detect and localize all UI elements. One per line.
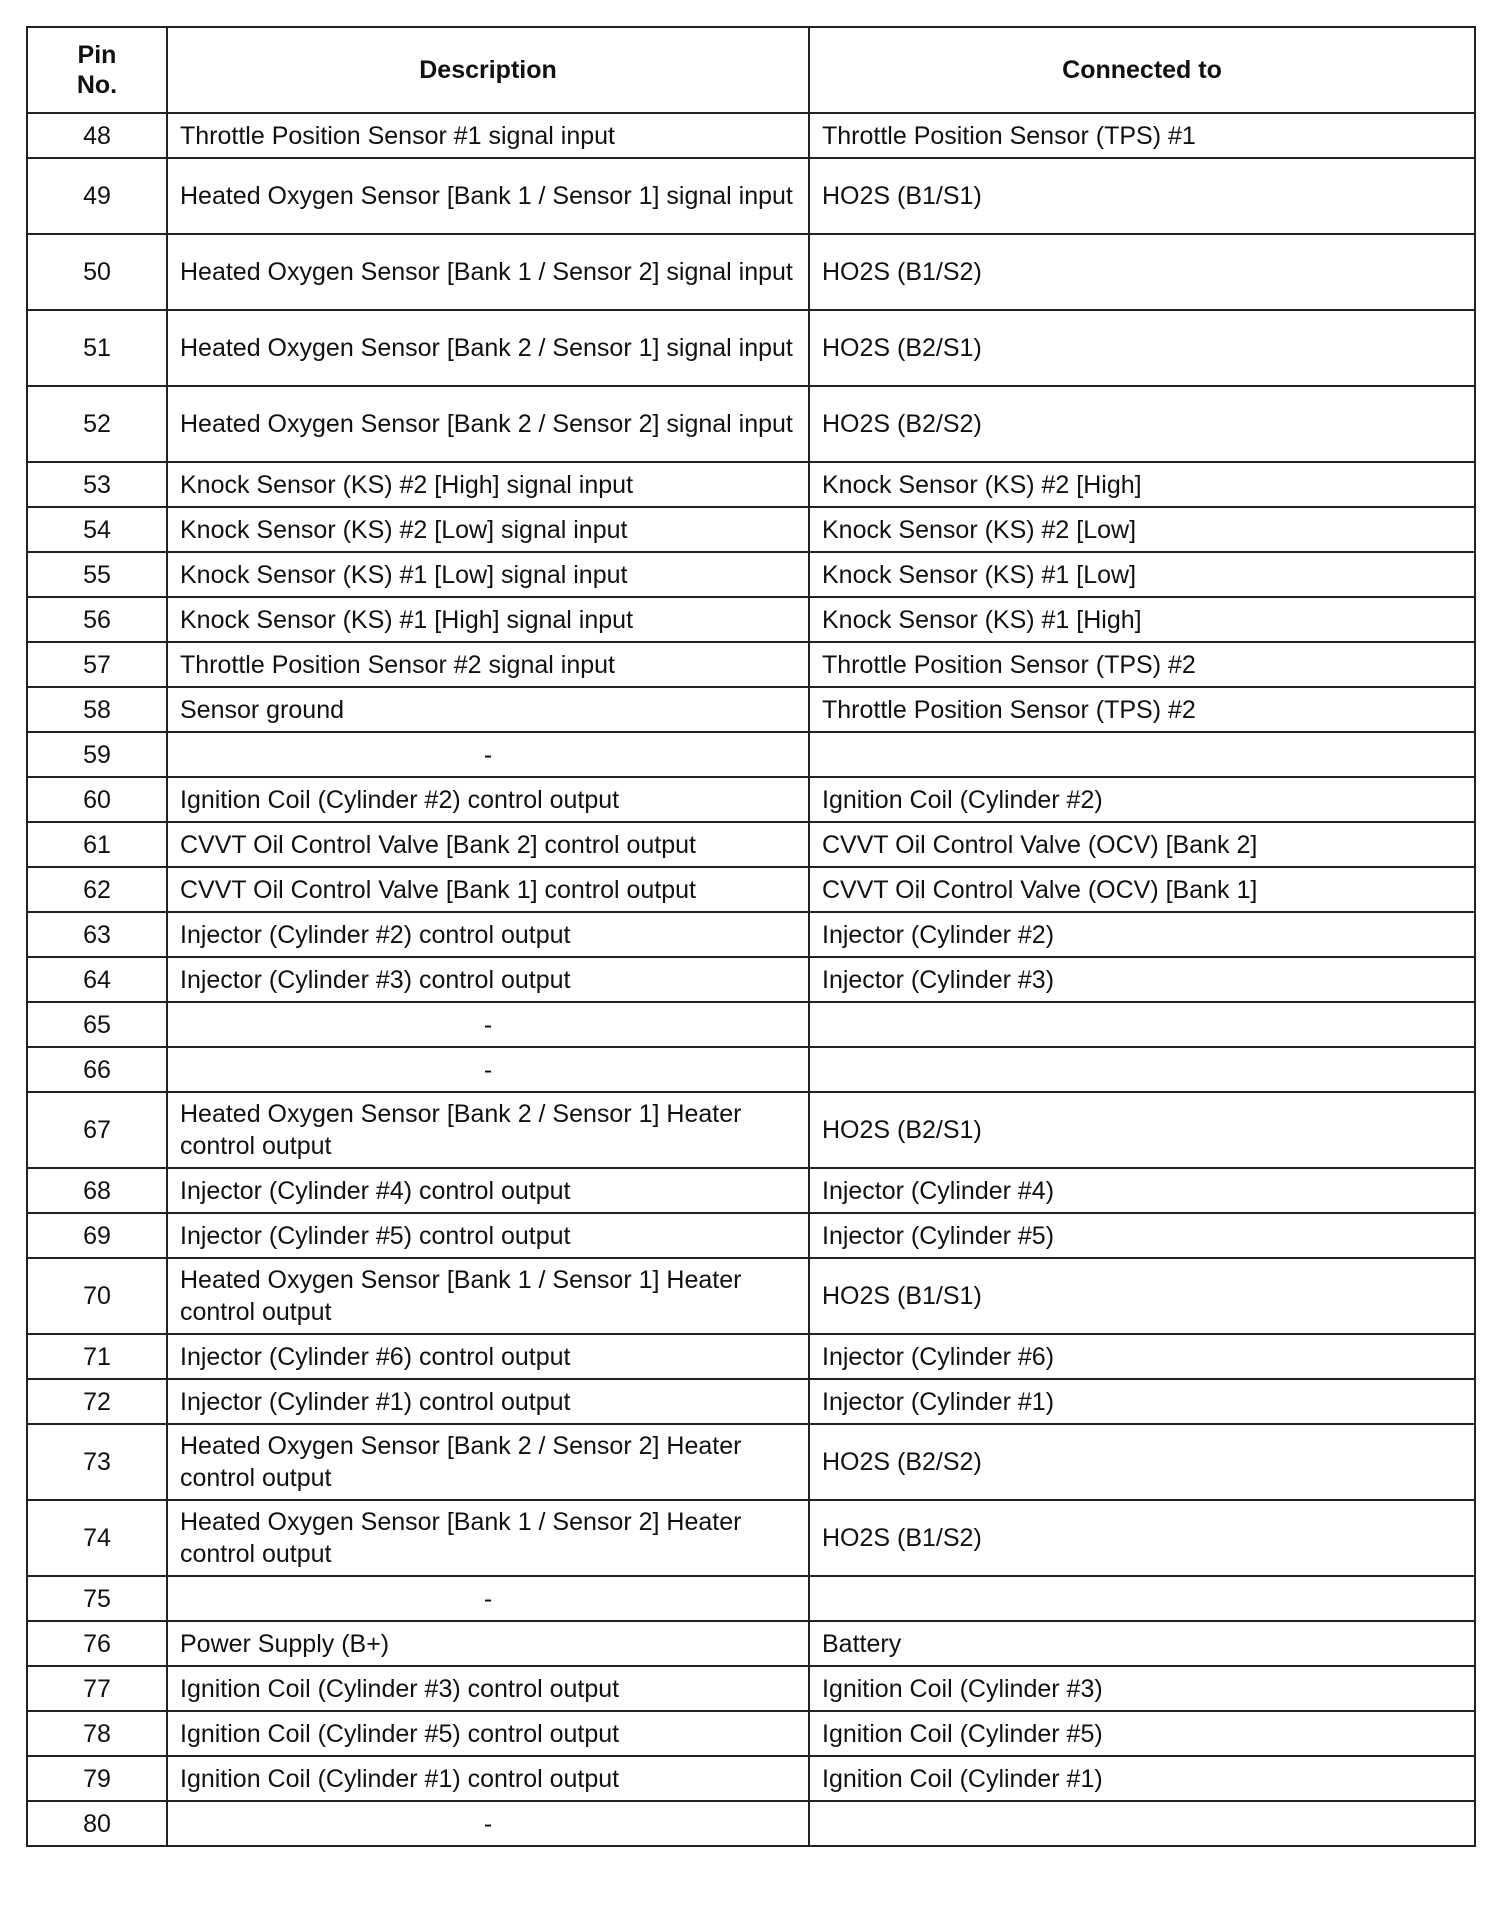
connected-to-cell: HO2S (B1/S2) xyxy=(809,1500,1475,1576)
pin-number-cell: 79 xyxy=(27,1756,167,1801)
connected-to-cell: HO2S (B2/S1) xyxy=(809,1092,1475,1168)
connected-to-cell: Knock Sensor (KS) #2 [High] xyxy=(809,462,1475,507)
pin-number-cell: 53 xyxy=(27,462,167,507)
connected-to-cell: Injector (Cylinder #6) xyxy=(809,1334,1475,1379)
connected-to-cell xyxy=(809,1576,1475,1621)
description-cell: Throttle Position Sensor #2 signal input xyxy=(167,642,809,687)
pin-number-cell: 69 xyxy=(27,1213,167,1258)
header-pin-no-text: Pin No. xyxy=(76,41,118,99)
description-cell: Heated Oxygen Sensor [Bank 1 / Sensor 2] Heater control output xyxy=(167,1500,809,1576)
table-row xyxy=(27,1334,1475,1379)
connected-to-cell: Ignition Coil (Cylinder #3) xyxy=(809,1666,1475,1711)
header-connected-to-text: Connected to xyxy=(1062,56,1222,84)
pin-number-cell: 72 xyxy=(27,1379,167,1424)
description-cell: - xyxy=(167,1801,809,1846)
description-cell: Knock Sensor (KS) #2 [Low] signal input xyxy=(167,507,809,552)
description-cell: Injector (Cylinder #4) control output xyxy=(167,1168,809,1213)
document-page xyxy=(26,26,1474,1847)
pin-number-cell: 80 xyxy=(27,1801,167,1846)
connected-to-cell: Ignition Coil (Cylinder #2) xyxy=(809,777,1475,822)
connected-to-cell: HO2S (B2/S1) xyxy=(809,310,1475,386)
table-row xyxy=(27,777,1475,822)
pin-number-cell: 66 xyxy=(27,1047,167,1092)
connected-to-cell xyxy=(809,1801,1475,1846)
description-cell: Heated Oxygen Sensor [Bank 2 / Sensor 1] Heater control output xyxy=(167,1092,809,1168)
header-row xyxy=(27,27,1475,113)
pin-number-cell: 52 xyxy=(27,386,167,462)
pin-number-cell: 65 xyxy=(27,1002,167,1047)
pin-number-cell: 56 xyxy=(27,597,167,642)
table-row xyxy=(27,822,1475,867)
description-cell: - xyxy=(167,732,809,777)
description-cell: Heated Oxygen Sensor [Bank 2 / Sensor 1] signal input xyxy=(167,310,809,386)
description-cell: CVVT Oil Control Valve [Bank 2] control output xyxy=(167,822,809,867)
pin-number-cell: 76 xyxy=(27,1621,167,1666)
pin-number-cell: 73 xyxy=(27,1424,167,1500)
pin-number-cell: 75 xyxy=(27,1576,167,1621)
description-cell: Sensor ground xyxy=(167,687,809,732)
table-row xyxy=(27,158,1475,234)
table-row xyxy=(27,597,1475,642)
table-row xyxy=(27,1500,1475,1576)
description-cell: Power Supply (B+) xyxy=(167,1621,809,1666)
description-cell: - xyxy=(167,1047,809,1092)
table-row xyxy=(27,1213,1475,1258)
description-cell: Heated Oxygen Sensor [Bank 2 / Sensor 2] signal input xyxy=(167,386,809,462)
table-row xyxy=(27,1168,1475,1213)
table-row xyxy=(27,310,1475,386)
description-cell: - xyxy=(167,1576,809,1621)
pin-number-cell: 63 xyxy=(27,912,167,957)
table-row xyxy=(27,386,1475,462)
table-row xyxy=(27,1576,1475,1621)
description-cell: Ignition Coil (Cylinder #3) control output xyxy=(167,1666,809,1711)
connected-to-cell: Injector (Cylinder #2) xyxy=(809,912,1475,957)
description-cell: Ignition Coil (Cylinder #5) control output xyxy=(167,1711,809,1756)
pin-number-cell: 64 xyxy=(27,957,167,1002)
table-row xyxy=(27,912,1475,957)
connected-to-cell: CVVT Oil Control Valve (OCV) [Bank 2] xyxy=(809,822,1475,867)
pin-number-cell: 55 xyxy=(27,552,167,597)
connected-to-cell: Throttle Position Sensor (TPS) #2 xyxy=(809,642,1475,687)
description-cell: Heated Oxygen Sensor [Bank 1 / Sensor 1] Heater control output xyxy=(167,1258,809,1334)
table-row xyxy=(27,1621,1475,1666)
pin-number-cell: 60 xyxy=(27,777,167,822)
connected-to-cell: Throttle Position Sensor (TPS) #2 xyxy=(809,687,1475,732)
description-cell: Knock Sensor (KS) #2 [High] signal input xyxy=(167,462,809,507)
header-connected-to xyxy=(809,27,1475,113)
connected-to-cell: HO2S (B2/S2) xyxy=(809,1424,1475,1500)
table-row xyxy=(27,1258,1475,1334)
connected-to-cell: Knock Sensor (KS) #1 [High] xyxy=(809,597,1475,642)
table-row xyxy=(27,1666,1475,1711)
connected-to-cell: Injector (Cylinder #4) xyxy=(809,1168,1475,1213)
pin-number-cell: 54 xyxy=(27,507,167,552)
description-cell: Knock Sensor (KS) #1 [High] signal input xyxy=(167,597,809,642)
pin-number-cell: 50 xyxy=(27,234,167,310)
description-cell: Heated Oxygen Sensor [Bank 1 / Sensor 1] signal input xyxy=(167,158,809,234)
table-row xyxy=(27,1756,1475,1801)
connected-to-cell: HO2S (B1/S1) xyxy=(809,1258,1475,1334)
description-cell: Knock Sensor (KS) #1 [Low] signal input xyxy=(167,552,809,597)
pin-number-cell: 71 xyxy=(27,1334,167,1379)
connected-to-cell: Injector (Cylinder #5) xyxy=(809,1213,1475,1258)
table-row xyxy=(27,1092,1475,1168)
connected-to-cell: CVVT Oil Control Valve (OCV) [Bank 1] xyxy=(809,867,1475,912)
table-row xyxy=(27,642,1475,687)
pin-number-cell: 59 xyxy=(27,732,167,777)
connected-to-cell: Knock Sensor (KS) #2 [Low] xyxy=(809,507,1475,552)
connected-to-cell xyxy=(809,1002,1475,1047)
table-row xyxy=(27,113,1475,158)
connected-to-cell: HO2S (B2/S2) xyxy=(809,386,1475,462)
description-cell: Heated Oxygen Sensor [Bank 1 / Sensor 2] signal input xyxy=(167,234,809,310)
connected-to-cell: HO2S (B1/S2) xyxy=(809,234,1475,310)
pin-number-cell: 51 xyxy=(27,310,167,386)
connected-to-cell xyxy=(809,732,1475,777)
pin-number-cell: 61 xyxy=(27,822,167,867)
pin-number-cell: 70 xyxy=(27,1258,167,1334)
pin-number-cell: 74 xyxy=(27,1500,167,1576)
connected-to-cell: Injector (Cylinder #3) xyxy=(809,957,1475,1002)
description-cell: CVVT Oil Control Valve [Bank 1] control output xyxy=(167,867,809,912)
pin-number-cell: 78 xyxy=(27,1711,167,1756)
table-row xyxy=(27,552,1475,597)
table-row xyxy=(27,732,1475,777)
pin-number-cell: 48 xyxy=(27,113,167,158)
pin-table xyxy=(26,26,1476,1847)
description-cell: Injector (Cylinder #2) control output xyxy=(167,912,809,957)
connected-to-cell: Ignition Coil (Cylinder #1) xyxy=(809,1756,1475,1801)
table-row xyxy=(27,867,1475,912)
pin-number-cell: 58 xyxy=(27,687,167,732)
pin-number-cell: 67 xyxy=(27,1092,167,1168)
table-row xyxy=(27,957,1475,1002)
header-pin-no xyxy=(27,27,167,113)
pin-number-cell: 77 xyxy=(27,1666,167,1711)
connected-to-cell: Knock Sensor (KS) #1 [Low] xyxy=(809,552,1475,597)
table-row xyxy=(27,1002,1475,1047)
connected-to-cell: Throttle Position Sensor (TPS) #1 xyxy=(809,113,1475,158)
description-cell: Throttle Position Sensor #1 signal input xyxy=(167,113,809,158)
table-row xyxy=(27,1379,1475,1424)
description-cell: Injector (Cylinder #1) control output xyxy=(167,1379,809,1424)
header-description-text: Description xyxy=(419,56,557,84)
table-row xyxy=(27,1711,1475,1756)
description-cell: Injector (Cylinder #5) control output xyxy=(167,1213,809,1258)
connected-to-cell xyxy=(809,1047,1475,1092)
pin-number-cell: 62 xyxy=(27,867,167,912)
header-description xyxy=(167,27,809,113)
table-row xyxy=(27,507,1475,552)
table-row xyxy=(27,234,1475,310)
connected-to-cell: Injector (Cylinder #1) xyxy=(809,1379,1475,1424)
description-cell: Ignition Coil (Cylinder #1) control output xyxy=(167,1756,809,1801)
table-row xyxy=(27,687,1475,732)
description-cell: - xyxy=(167,1002,809,1047)
description-cell: Heated Oxygen Sensor [Bank 2 / Sensor 2] Heater control output xyxy=(167,1424,809,1500)
table-row xyxy=(27,462,1475,507)
pin-number-cell: 57 xyxy=(27,642,167,687)
table-row xyxy=(27,1047,1475,1092)
table-row xyxy=(27,1424,1475,1500)
table-body xyxy=(27,113,1475,1846)
connected-to-cell: Ignition Coil (Cylinder #5) xyxy=(809,1711,1475,1756)
connected-to-cell: HO2S (B1/S1) xyxy=(809,158,1475,234)
description-cell: Injector (Cylinder #6) control output xyxy=(167,1334,809,1379)
connected-to-cell: Battery xyxy=(809,1621,1475,1666)
description-cell: Ignition Coil (Cylinder #2) control output xyxy=(167,777,809,822)
table-row xyxy=(27,1801,1475,1846)
pin-number-cell: 49 xyxy=(27,158,167,234)
description-cell: Injector (Cylinder #3) control output xyxy=(167,957,809,1002)
pin-number-cell: 68 xyxy=(27,1168,167,1213)
